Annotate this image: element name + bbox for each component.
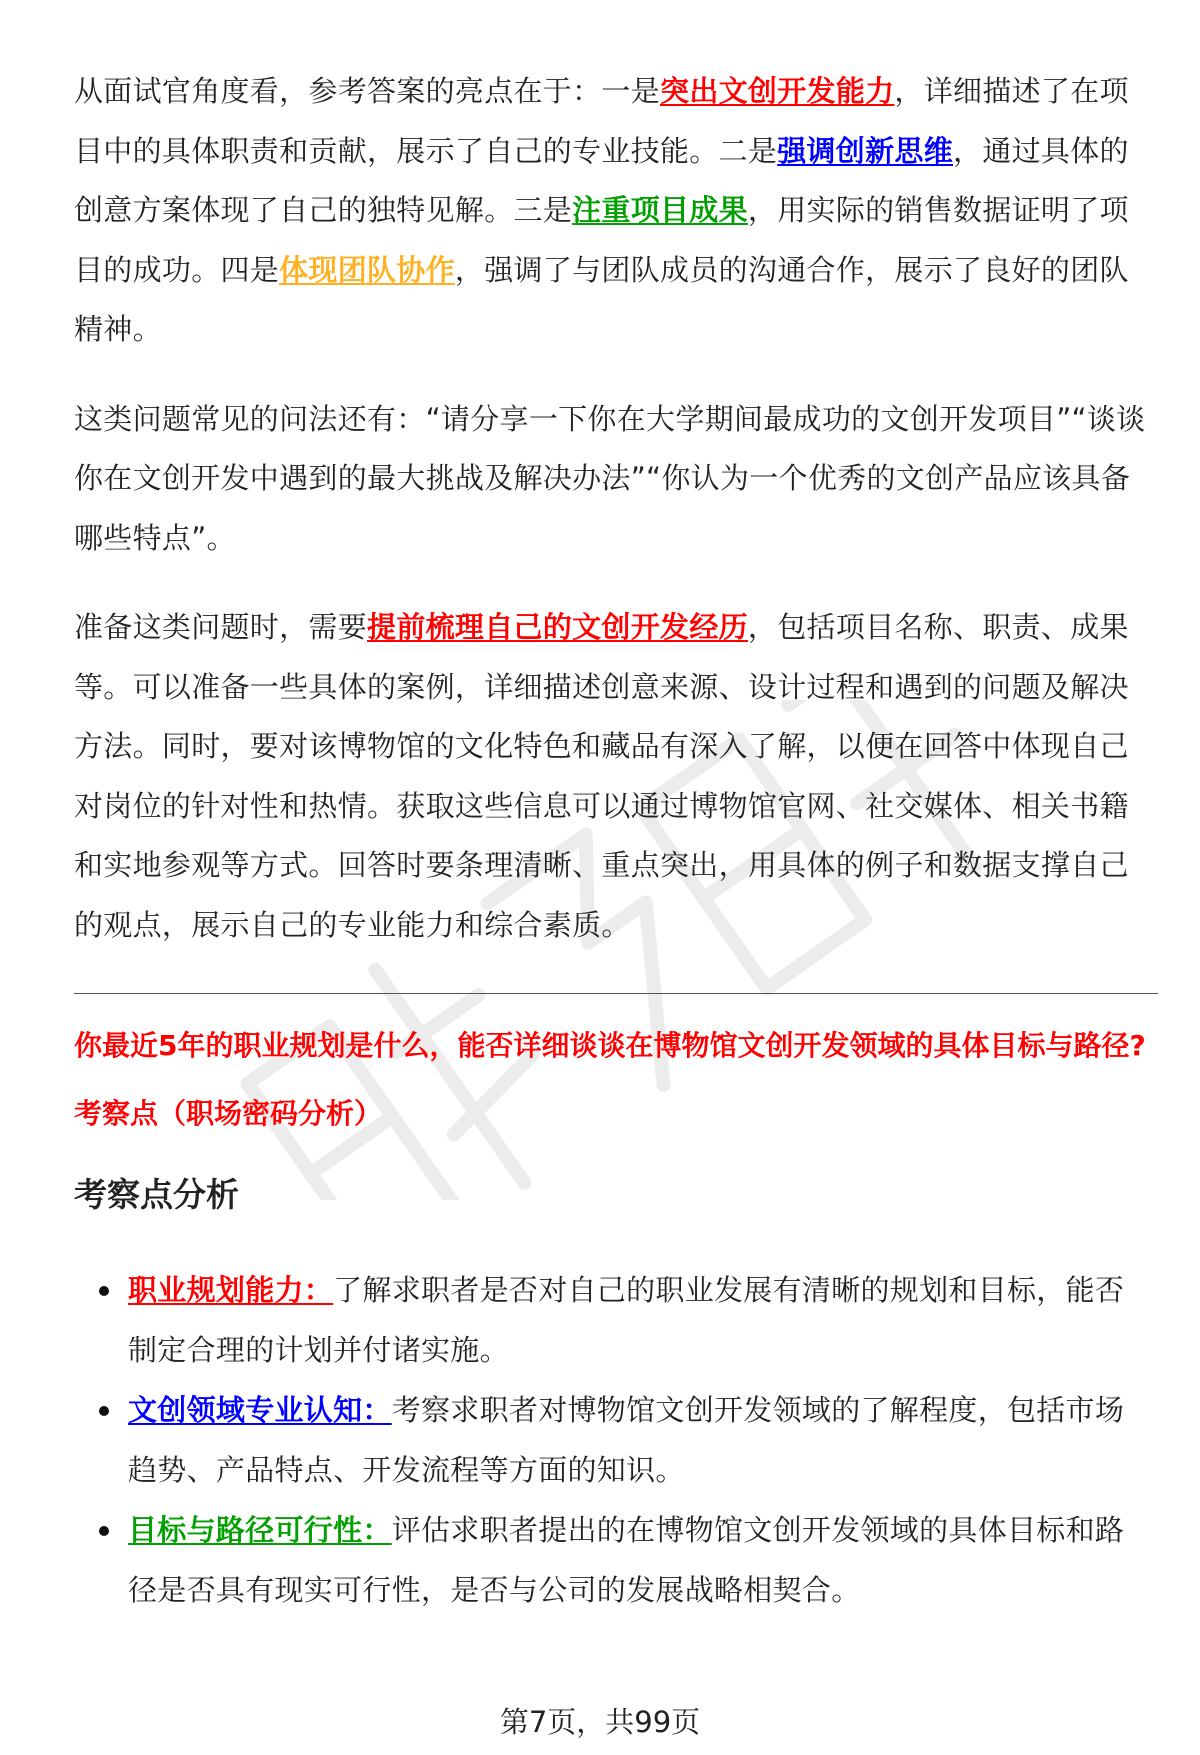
- highlight-innovation: 强调创新思维: [777, 133, 954, 168]
- point-text: 考察求职者对博物馆文创开发领域的了解程度，包括市场趋势、产品特点、开发流程等方面的知识。: [128, 1393, 1125, 1487]
- analysis-points-list: [74, 1260, 1146, 1620]
- highlight-teamwork: 体现团队协作: [279, 252, 455, 287]
- list-item: [128, 1500, 1146, 1620]
- paragraph-text: 准备这类问题时，需要: [74, 610, 368, 644]
- paragraph-preparation: [74, 598, 1146, 955]
- point-text: 了解求职者是否对自己的职业发展有清晰的规划和目标，能否制定合理的计划并付诸实施。: [128, 1273, 1125, 1367]
- paragraph-text: ，包括项目名称、职责、成果等。可以准备一些具体的案例，详细描述创意来源、设计过程和遇到的问题及解决方法。同时，要对该博物馆的文化特色和藏品有深入了解，以便在回答中体现自己对岗位的针对性和热情。获取这些信息可以通过博物馆官网、社交媒体、相关书籍和实地参观等方式。回答时要条理清晰、重点突出，用具体的例子和数据支撑自己的观点，展示自己的专业能力和综合素质。: [74, 610, 1129, 942]
- interview-question: 你最近5年的职业规划是什么，能否详细谈谈在博物馆文创开发领域的具体目标与路径?: [74, 1029, 1146, 1062]
- point-label: 目标与路径可行性：: [128, 1513, 392, 1547]
- subheading-analysis: 考察点（职场密码分析）: [74, 1097, 383, 1130]
- section-title: 考察点分析: [74, 1175, 239, 1214]
- paragraph-highlights: [74, 62, 1146, 360]
- paragraph-text: ，强调了与团队成员的沟通合作，展示了良好的团队精神。: [74, 252, 1129, 346]
- section-divider: [74, 993, 1158, 994]
- main-content: [74, 62, 1146, 1620]
- highlight-results: 注重项目成果: [572, 193, 748, 227]
- list-item: [128, 1380, 1146, 1500]
- highlight-creative-ability: 突出文创开发能力: [660, 74, 895, 108]
- paragraph-text: ，详细描述了在项目中的具体职责和贡献，展示了自己的专业技能。二是: [74, 74, 1129, 168]
- bullet-icon: [99, 1526, 109, 1536]
- paragraph-common-questions: 这类问题常见的问法还有：“请分享一下你在大学期间最成功的文创开发项目”“谈谈你在文创开发中遇到的最大挑战及解决办法”“你认为一个优秀的文创产品应该具备哪些特点”。: [74, 401, 1146, 555]
- page-number: 第7页，共99页: [499, 1705, 701, 1739]
- bullet-icon: [99, 1286, 109, 1296]
- list-item: [128, 1260, 1146, 1380]
- paragraph-text: ，用实际的销售数据证明了项目的成功。四是: [74, 193, 1129, 287]
- point-text: 评估求职者提出的在博物馆文创开发领域的具体目标和路径是否具有现实可行性，是否与公司的发展战略相契合。: [128, 1513, 1125, 1607]
- highlight-review-experience: 提前梳理自己的文创开发经历: [367, 610, 748, 644]
- point-label: 文创领域专业认知：: [128, 1393, 392, 1427]
- bullet-icon: [99, 1406, 109, 1416]
- paragraph-text: ，通过具体的创意方案体现了自己的独特见解。三是: [74, 133, 1129, 227]
- paragraph-text: 从面试官角度看，参考答案的亮点在于：一是: [74, 74, 661, 108]
- point-label: 职业规划能力：: [128, 1273, 334, 1307]
